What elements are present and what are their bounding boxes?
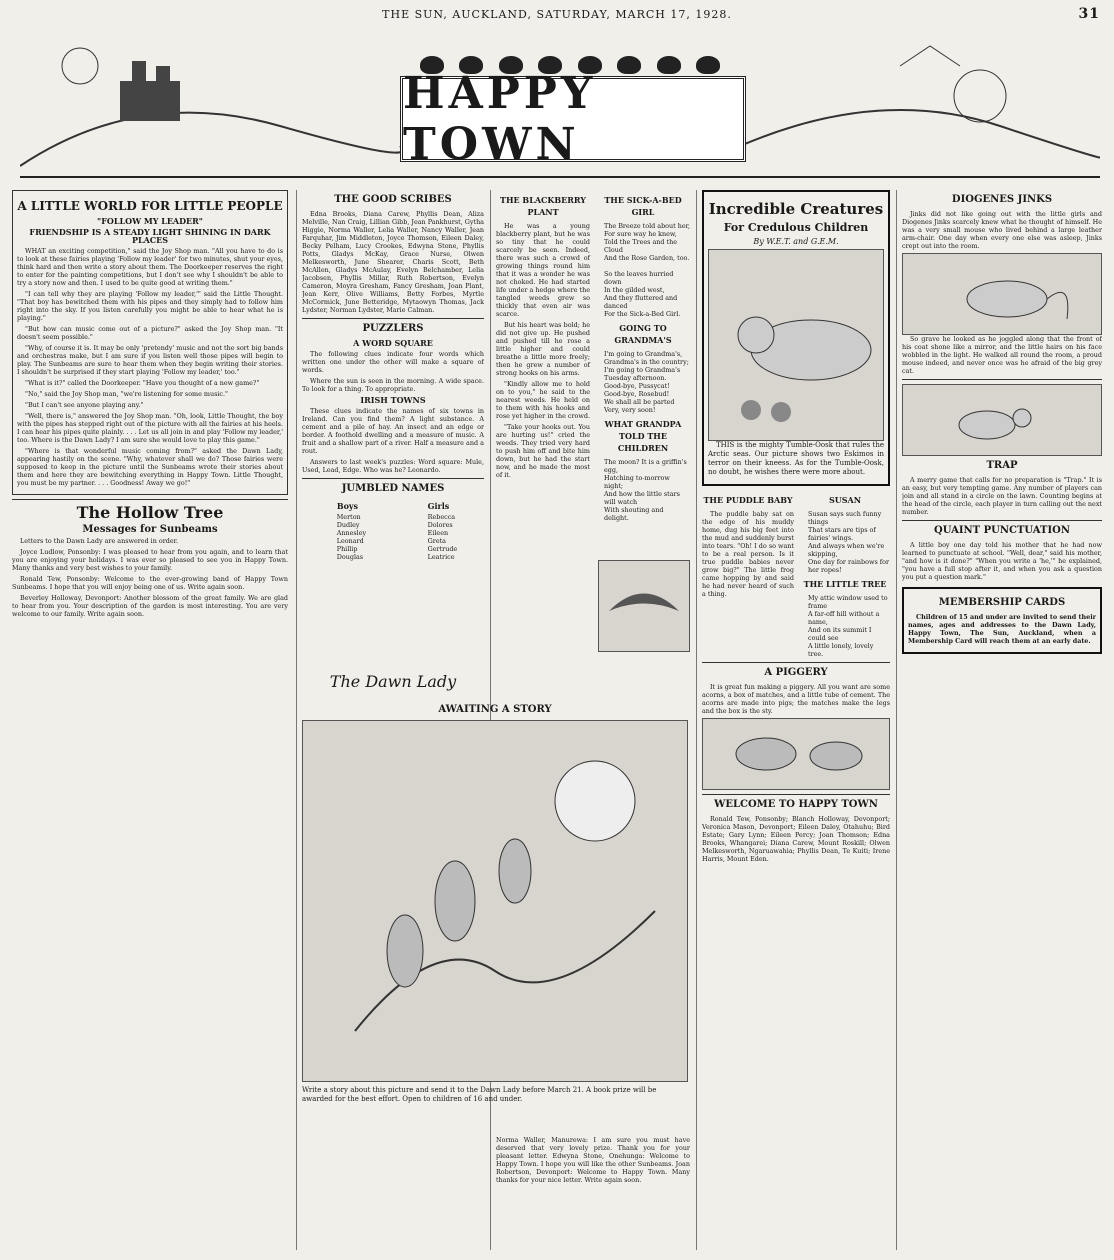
irish-towns-text: These clues indicate the names of six towns in Ireland. Can you find them? A light substance. A cement and a pile of hay. An insect and an edge or border. A foothold dwelling and a measure of music. A fruit and a shallow part of a river. Half a measure and a rout.	[302, 407, 484, 455]
divider	[12, 499, 288, 500]
puddle-title: THE PUDDLE BABY	[703, 495, 793, 505]
puzzlers-title: PUZZLERS	[362, 323, 424, 334]
piggery-illustration	[702, 718, 890, 790]
masthead	[0, 4, 1114, 26]
word-square-text: The following clues indicate four words which written one under the other will make a square of words.	[302, 350, 484, 374]
divider	[902, 379, 1102, 380]
divider	[702, 794, 890, 795]
happy-town-banner	[20, 26, 1100, 178]
column-5	[902, 190, 1102, 1250]
lead-paragraph: "I can tell why they are playing 'Follow my leader,'" said the Little Thought. "That boy has bewitched them with his pipes and they simply had to follow him right into the sky. If you listen carefully you might be able to hear what he is playing."	[17, 290, 283, 322]
sickbed-poem: The Breeze told about her, For sure way he knew, Told the Trees and the Cloud And the Rose Garden, too. So the leaves hurried down In the gilded west, And they fluttered and danced For the Sick-a-Bed Girl.	[604, 222, 690, 318]
word-square-title: A WORD SQUARE	[353, 338, 433, 348]
blackberry-paragraph: "Kindly allow me to hold on to you," he said to the nearest weeds. He held on to them with his hooks and rose yet higher in the crowd.	[496, 380, 590, 420]
lead-paragraph: WHAT an exciting competition," said the Joy Shop man. "All you have to do is to look at these fairies playing 'Follow my leader' for two minutes, shut your eyes, think hard and then write a story about them. The Doorkeeper reserves the right to enter for the painting competitions, but I don't see why I shouldn't be able to try a story now and then. I used to be quite good at writing them."	[17, 247, 283, 287]
diogenes-text-2: So grave he looked as he joggled along that the front of his coat shone like a mirror, and the little hairs on his face wobbled in the light. He walked all round the room, a proud mouse indeed, and never once was he afraid of the big grey cat.	[902, 335, 1102, 375]
boys-list: Merton Dudley Annesley Leonard Phillip Douglas	[336, 513, 367, 561]
fairies-illustration	[302, 720, 688, 1082]
awaiting-title: AWAITING A STORY	[438, 704, 552, 715]
feature-byline: By W.E.T. and G.E.M.	[753, 237, 839, 246]
jumbled-title: JUMBLED NAMES	[341, 483, 445, 494]
lead-paragraph: "Well, there is," answered the Joy Shop man. "Oh, look, Little Thought, the boy with the pipes has stepped right out of the picture with all the fairies at his heels. I can hear his pipes quite plainly. . . . Let us all join in and play 'Follow my leader,' too. Where is the Dawn Lady? I am sure she would love to play this game."	[17, 412, 283, 444]
letters-bottom	[496, 1136, 690, 1246]
divider	[902, 520, 1102, 521]
good-scribes-list: Edna Brooks, Diana Carew, Phyllis Dean, Aliza Melville, Nan Craig, Lillian Gibb, Jean Pankhurst, Gytha Higgie, Norma Waller, Lelia Waller, Nancy Waller, Jean Farquhar, Jim Middleton, Joyce Thomson, Eileen Daley, Becky Pelham, Lucy Crookes, Edwyna Stone, Phyllis Potts, Gladys McKay, Grace Nurse, Olwen Melkesworth, June Shearer, Charis Scott, Beth McAllen, Gladys McAulay, Evelyn Belchamber, Lelia Jacobsen, Phyllis Millar, Ruth Robertson, Evelyn Cameron, Moyra Gresham, Fancy Gresham, Joan Plant, Jean Kerr, Olive Williams, Betty Forbes, Myrtle McCormick, June Betteridge, Mytaowyn Thomas, Jack Lydster, Norman Lydster, Marie Calman.	[302, 210, 484, 314]
sickbed-title: THE SICK-A-BED GIRL	[604, 195, 682, 217]
bird-illustration	[902, 384, 1102, 456]
welcome-text: Ronald Tew, Ponsonby; Blanch Holloway, Devonport; Veronica Mason, Devonport; Eileen Daley, Otahuhu; Bird Estate; Gary Lynn; Eileen Percy; Joan Thomson; Edna Brooks, Whangarei; Diana Carew, Mount Roskill; Olwen Melkesworth, Ngaruawahia; Phyllis Dean, Te Kuiti; Irene Harris, Mount Eden.	[702, 815, 890, 863]
column-1	[12, 190, 288, 1250]
column-4	[702, 190, 890, 1250]
column-rule	[296, 190, 297, 1250]
boys-label: Boys	[336, 501, 359, 511]
letter-paragraph: Beverley Holloway, Devonport: Another blossom of the great family. We are glad to hear from you. Your description of the garden is most interesting. You are very welcome to our family. Write again soon.	[12, 594, 288, 618]
answers-text: Answers to last week's puzzles: Word square: Mule, Used, Lead, Edge. Who was he? Leonardo.	[302, 458, 484, 474]
puddle-text: The puddle baby sat on the edge of his muddy home, dug his big feet into the mud and suddenly burst into tears. "Oh! I do so want to be a real person. Is it true puddle babies never grow big?" The little frog came hopping by and said he had never heard of such a thing.	[702, 510, 794, 598]
mouse-illustration	[902, 253, 1102, 335]
susan-poem: Susan says such funny things That stars are tips of fairies' wings. And always when we're skipping, One day for rainbows for her ropes!	[808, 510, 890, 574]
letter-paragraph: Ronald Tew, Ponsonby: Welcome to the ever-growing band of Happy Town Sunbeams. I hope that you will enjoy being one of us. Write again soon.	[12, 575, 288, 591]
lead-paragraph: "What is it?" called the Doorkeeper. "Have you thought of a new game?"	[25, 379, 260, 387]
pig-drawing	[716, 724, 876, 784]
bat-illustration	[598, 560, 690, 652]
membership-text: Children of 15 and under are invited to send their names, ages and addresses to the Dawn Lady, Happy Town, The Sun, Auckland, when a Membership Card will reach them at an early date.	[908, 613, 1096, 645]
diogenes-title: DIOGENES JINKS	[951, 194, 1053, 205]
punctuation-text: A little boy one day told his mother that he had now learned to punctuate at school. "Well, dear," said his mother, "and how is it done?" "When you write a 'he,'" he explained, "you have a full stop after it, and when you ask a question you put a question mark."	[902, 541, 1102, 581]
banner-title-box	[400, 68, 746, 170]
lead-title: A LITTLE WORLD FOR LITTLE PEOPLE	[17, 199, 283, 213]
grandmas-poem: I'm going to Grandma's, Grandma's in the country; I'm going to Grandma's Tuesday afternoon. Good-bye, Pussycat! Good-bye, Rosebud! We shall all be parted Very, very soon!	[604, 350, 689, 414]
mouse-drawing	[927, 259, 1077, 329]
blackberry-story	[496, 190, 590, 522]
lead-tagline: FRIENDSHIP IS A STEADY LIGHT SHINING IN DARK PLACES	[29, 227, 271, 245]
jumbled-names	[302, 499, 484, 561]
blackberry-title: THE BLACKBERRY PLANT	[500, 195, 586, 217]
puddle-story	[702, 490, 794, 658]
incredible-creatures-feature	[702, 190, 890, 486]
lead-subtitle: "FOLLOW MY LEADER"	[97, 216, 203, 226]
jumbled-boys	[329, 499, 366, 561]
feature-title: Incredible Creatures	[708, 200, 884, 218]
punctuation-title: QUAINT PUNCTUATION	[933, 525, 1070, 536]
column-rule	[696, 190, 697, 1250]
banner-title: HAPPY TOWN	[403, 68, 597, 170]
dawn-lady-signature: The Dawn Lady	[329, 672, 457, 691]
lead-paragraph: "But how can music come out of a picture?" asked the Joy Shop man. "It doesn't seem possible."	[17, 325, 283, 341]
bat-drawing	[604, 571, 684, 641]
lead-paragraph: "Where is that wonderful music coming from?" asked the Dawn Lady, appearing hastily on the scene. "Why, whatever shall we do? Those fairies were supposed to keep in the picture until the Sunbeams wrote their stories about them and here they are bewitching everything in Happy Town. Little Thought, you must be my partner. . . . Goodness! Away we go!"	[17, 447, 283, 487]
tumble-oosk-drawing	[711, 260, 881, 430]
grandpa-poem: The moon? It is a griffin's egg, Hatching to-morrow night; And how the little stars will watch With shouting and delight.	[604, 458, 687, 522]
trap-title: TRAP	[986, 460, 1018, 471]
divider	[302, 318, 484, 319]
girls-label: Girls	[427, 501, 450, 511]
good-scribes-title: THE GOOD SCRIBES	[334, 194, 452, 205]
grandmas-title: GOING TO GRANDMA'S	[614, 323, 672, 345]
awaiting-caption: Write a story about this picture and send it to the Dawn Lady before March 21. A book prize will be awarded for the best effort. Open to children of 16 and under.	[302, 1086, 657, 1103]
col3-top	[496, 190, 690, 522]
letter-paragraph: Joyce Ludlow, Ponsonby: I was pleased to hear from you again, and to learn that you are enjoying your holidays. I was ever so pleased to see you in Happy Town. Many thanks and very best wishes to your family.	[12, 548, 288, 572]
fairies-drawing	[315, 731, 675, 1071]
lead-article	[12, 190, 288, 495]
piggery-text: It is great fun making a piggery. All you want are some acorns, a box of matches, and a little tube of cement. The acorns are made into pigs; the matches make the legs and the box is the sty.	[702, 683, 890, 715]
susan-title: SUSAN	[828, 495, 862, 505]
feature-subtitle: For Credulous Children	[723, 221, 869, 234]
grandpa-title: WHAT GRANDPA TOLD THE CHILDREN	[604, 419, 682, 453]
membership-box	[902, 587, 1102, 654]
letter-paragraph: Letters to the Dawn Lady are answered in order.	[20, 537, 179, 545]
divider	[302, 478, 484, 479]
awaiting-story-section	[302, 700, 688, 1130]
blackberry-paragraph: But his heart was bold; he did not give up. He pushed and pushed till he rose a little higher and could breathe a little more freely; then he grew a number of strong hooks on his arms.	[496, 321, 590, 377]
feature-caption: THIS is the mighty Tumble-Oosk that rules the Arctic seas. Our picture shows two Eskimos in terror on their kneess. As for the Tumble-Oosk, no doubt, he wishes there were more about.	[708, 441, 884, 476]
lead-paragraph: "But I can't see anyone playing any."	[25, 401, 144, 409]
membership-title: MEMBERSHIP CARDS	[938, 597, 1066, 608]
lead-paragraph: "Why, of course it is. It may be only 'pretendy' music and not the sort big bands and orchestras make, but I am sure if you listen well those pipes will begin to play. The Sunbeams are sure to hear them when they begin writing their stories. I shouldn't be surprised if they start playing 'Follow my leader,' too."	[17, 344, 283, 376]
col4-middle	[702, 490, 890, 658]
blackberry-paragraph: "Take your hooks out. You are hurting us!" cried the weeds. They tried very hard to push him off and bite him down, but he had the start now, and he made the most of it.	[496, 423, 590, 479]
letters-text: Norma Waller, Manurewa: I am sure you must have deserved that very lovely prize. Thank you for your pleasant letter. Edwyna Stone, Onehunga: Welcome to Happy Town. I hope you will like the other Sunbeams. Joan Robertson, Devonport: Welcome to Happy Town. Many thanks for your nice letter. Write again soon.	[496, 1136, 690, 1184]
divider	[702, 662, 890, 663]
lead-paragraph: "No," said the Joy Shop man, "we're listening for some music."	[25, 390, 228, 398]
hollow-tree-title: The Hollow Tree	[76, 503, 224, 522]
tumble-oosk-illustration	[708, 249, 884, 441]
susan-poems	[800, 490, 890, 658]
jumbled-girls	[420, 499, 458, 561]
blackberry-paragraph: He was a young blackberry plant, but he was so tiny that he could scarcely be seen. Indeed, there was such a crowd of growing things round him that it was a wonder he was not choked. He had started life under a hedge where the tangled weeds grew so thickly that even air was scarce.	[496, 222, 590, 318]
welcome-title: WELCOME TO HAPPY TOWN	[714, 799, 878, 810]
girls-list: Rebecca Dolores Eileen Greta Gertrude Leatrice	[427, 513, 458, 561]
masthead-title: THE SUN, AUCKLAND, SATURDAY, MARCH 17, 1928.	[382, 8, 732, 21]
hollow-tree-subtitle: Messages for Sunbeams	[82, 524, 218, 535]
word-square-clues: Where the sun is seen in the morning. A wide space. To look for a thing. To appropriate.	[302, 377, 484, 393]
little-tree-title: THE LITTLE TREE	[803, 579, 887, 589]
page-number: 31	[1078, 6, 1100, 22]
trap-text: A merry game that calls for no preparation is "Trap." It is an easy, but very tempting game. Any number of players can join and all stand in a circle on the lawn. Counting begins at the head of the circle, each player in turn calling out the next number.	[902, 476, 1102, 516]
bird-drawing	[927, 390, 1077, 450]
diogenes-text: Jinks did not like going out with the little girls and Diogenes Jinks scarcely knew what he thought of himself. He was a very small mouse who lived behind a large leather arm-chair. One day when every one else was asleep, Jinks crept out into the room.	[902, 210, 1102, 250]
little-tree-poem: My attic window used to frame A far-off hill without a name, And on its summit I could see A little lonely, lovely tree.	[808, 594, 888, 658]
poems-column	[596, 190, 690, 522]
piggery-title: A PIGGERY	[764, 667, 828, 678]
irish-towns-title: IRISH TOWNS	[360, 395, 426, 405]
column-rule	[896, 190, 897, 1250]
